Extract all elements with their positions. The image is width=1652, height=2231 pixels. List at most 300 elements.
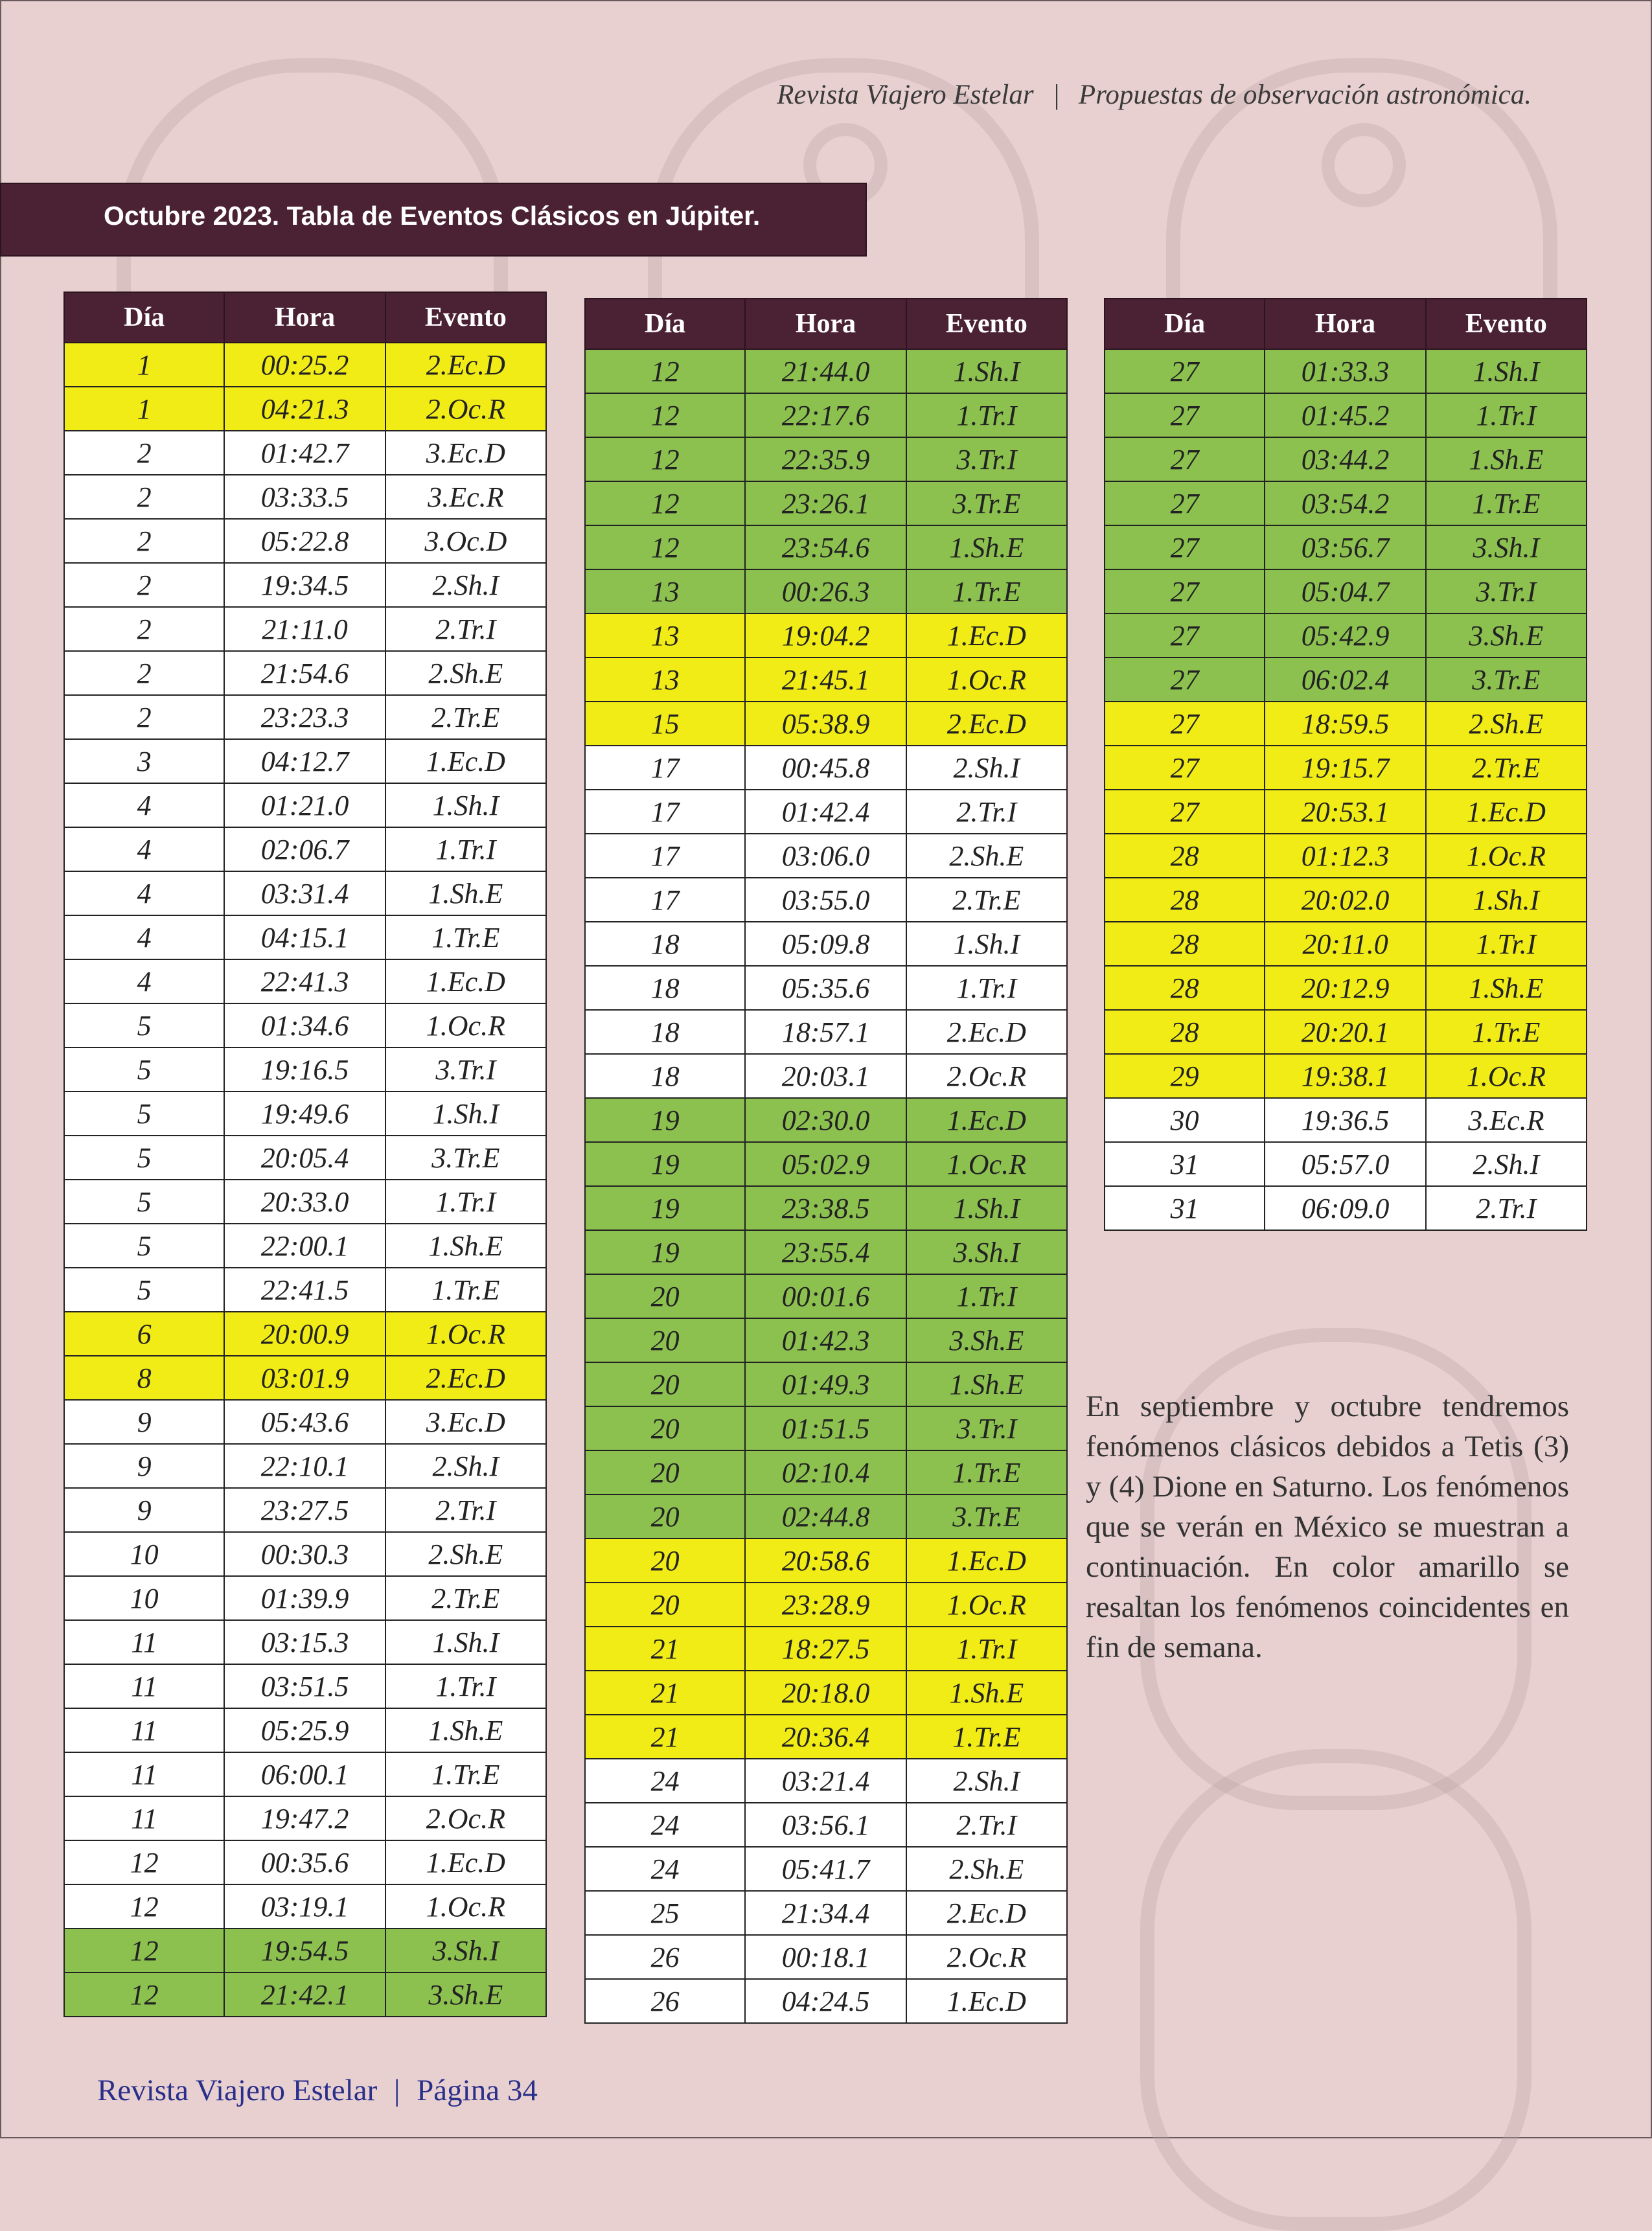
- table-row: [64, 1312, 546, 1356]
- cell-dia: 4: [64, 915, 224, 959]
- cell-evento: 2.Tr.I: [906, 1803, 1067, 1847]
- cell-evento: 1.Ec.D: [906, 1979, 1067, 2023]
- table-row: [585, 437, 1067, 481]
- cell-dia: 12: [585, 393, 745, 437]
- cell-evento: 1.Tr.I: [1426, 922, 1587, 966]
- cell-hora: 03:56.7: [1265, 525, 1425, 569]
- cell-evento: 2.Tr.I: [385, 1488, 546, 1532]
- table-row: [585, 966, 1067, 1010]
- cell-hora: 01:12.3: [1265, 834, 1425, 878]
- cell-evento: 2.Sh.E: [1426, 702, 1587, 746]
- cell-dia: 2: [64, 695, 224, 739]
- cell-hora: 05:38.9: [745, 702, 906, 746]
- cell-hora: 05:09.8: [745, 922, 906, 966]
- cell-dia: 5: [64, 1092, 224, 1136]
- cell-evento: 1.Sh.E: [906, 1362, 1067, 1406]
- cell-evento: 2.Sh.E: [385, 651, 546, 695]
- cell-hora: 20:11.0: [1265, 922, 1425, 966]
- cell-evento: 3.Tr.I: [906, 1406, 1067, 1450]
- cell-hora: 20:03.1: [745, 1054, 906, 1098]
- cell-dia: 28: [1105, 834, 1265, 878]
- table-row: [64, 871, 546, 915]
- table-row: [64, 607, 546, 651]
- cell-dia: 12: [64, 1928, 224, 1973]
- cell-hora: 20:12.9: [1265, 966, 1425, 1010]
- cell-evento: 2.Sh.I: [906, 1759, 1067, 1803]
- cell-dia: 5: [64, 1047, 224, 1092]
- cell-evento: 2.Oc.R: [385, 1796, 546, 1840]
- cell-hora: 20:53.1: [1265, 790, 1425, 834]
- cell-dia: 2: [64, 607, 224, 651]
- cell-dia: 5: [64, 1180, 224, 1224]
- cell-hora: 19:36.5: [1265, 1098, 1425, 1142]
- cell-hora: 22:41.3: [224, 959, 385, 1003]
- cell-dia: 4: [64, 827, 224, 871]
- cell-dia: 28: [1105, 1010, 1265, 1054]
- cell-hora: 23:27.5: [224, 1488, 385, 1532]
- cell-dia: 3: [64, 739, 224, 783]
- cell-hora: 04:15.1: [224, 915, 385, 959]
- cell-hora: 23:23.3: [224, 695, 385, 739]
- cell-evento: 1.Tr.I: [1426, 393, 1587, 437]
- cell-hora: 05:22.8: [224, 519, 385, 563]
- cell-dia: 21: [585, 1715, 745, 1759]
- table-row: [585, 1406, 1067, 1450]
- cell-dia: 18: [585, 1054, 745, 1098]
- cell-dia: 2: [64, 519, 224, 563]
- table-row: [64, 1664, 546, 1708]
- cell-hora: 23:54.6: [745, 525, 906, 569]
- cell-hora: 04:21.3: [224, 387, 385, 431]
- table-row: [585, 1186, 1067, 1230]
- cell-hora: 20:33.0: [224, 1180, 385, 1224]
- table-row: [585, 1847, 1067, 1891]
- cell-hora: 00:45.8: [745, 746, 906, 790]
- watermark-binoculars-bottom-right: [1140, 1749, 1532, 2231]
- cell-dia: 24: [585, 1847, 745, 1891]
- table-row: [64, 431, 546, 475]
- table-row: [64, 695, 546, 739]
- cell-dia: 12: [585, 349, 745, 393]
- cell-evento: 3.Tr.E: [1426, 658, 1587, 702]
- cell-evento: 1.Oc.R: [906, 1583, 1067, 1627]
- cell-dia: 27: [1105, 746, 1265, 790]
- events-table-2: [584, 298, 1068, 2024]
- table-row: [585, 1759, 1067, 1803]
- table-row: [64, 1092, 546, 1136]
- cell-dia: 27: [1105, 349, 1265, 393]
- cell-dia: 10: [64, 1576, 224, 1620]
- cell-dia: 12: [585, 437, 745, 481]
- cell-hora: 22:17.6: [745, 393, 906, 437]
- cell-hora: 21:42.1: [224, 1973, 385, 2017]
- cell-hora: 05:41.7: [745, 1847, 906, 1891]
- table-row: [1105, 437, 1587, 481]
- cell-dia: 27: [1105, 393, 1265, 437]
- cell-hora: 19:47.2: [224, 1796, 385, 1840]
- cell-evento: 1.Sh.I: [906, 1186, 1067, 1230]
- table-row: [585, 1671, 1067, 1715]
- table-row: [1105, 790, 1587, 834]
- cell-evento: 1.Tr.I: [385, 1180, 546, 1224]
- cell-evento: 3.Tr.E: [906, 481, 1067, 525]
- cell-dia: 13: [585, 658, 745, 702]
- cell-hora: 00:18.1: [745, 1935, 906, 1979]
- table-row: [585, 1715, 1067, 1759]
- cell-evento: 1.Tr.E: [906, 1715, 1067, 1759]
- cell-evento: 1.Oc.R: [385, 1312, 546, 1356]
- cell-evento: 1.Sh.I: [1426, 349, 1587, 393]
- table-row: [64, 1928, 546, 1973]
- cell-dia: 9: [64, 1400, 224, 1444]
- cell-dia: 2: [64, 563, 224, 607]
- table-row: [64, 519, 546, 563]
- cell-evento: 1.Sh.E: [385, 1224, 546, 1268]
- table-row: [64, 1576, 546, 1620]
- col-evento-header: Evento: [385, 292, 546, 343]
- table-row: [64, 651, 546, 695]
- table-row: [64, 1356, 546, 1400]
- cell-hora: 19:49.6: [224, 1092, 385, 1136]
- table-row: [64, 1136, 546, 1180]
- cell-hora: 22:41.5: [224, 1268, 385, 1312]
- cell-hora: 01:51.5: [745, 1406, 906, 1450]
- cell-dia: 29: [1105, 1054, 1265, 1098]
- page-title: Octubre 2023. Tabla de Eventos Clásicos en Júpiter.: [104, 201, 761, 231]
- cell-hora: 02:06.7: [224, 827, 385, 871]
- cell-hora: 19:38.1: [1265, 1054, 1425, 1098]
- cell-hora: 03:21.4: [745, 1759, 906, 1803]
- cell-hora: 01:42.7: [224, 431, 385, 475]
- cell-dia: 5: [64, 1268, 224, 1312]
- header-magazine: Revista Viajero Estelar: [777, 80, 1034, 110]
- cell-dia: 26: [585, 1979, 745, 2023]
- cell-evento: 3.Ec.R: [385, 475, 546, 519]
- table-row: [64, 1488, 546, 1532]
- cell-evento: 1.Oc.R: [1426, 1054, 1587, 1098]
- cell-hora: 03:44.2: [1265, 437, 1425, 481]
- cell-hora: 00:35.6: [224, 1840, 385, 1884]
- table-row: [64, 959, 546, 1003]
- table-row: [64, 475, 546, 519]
- table-row: [1105, 1010, 1587, 1054]
- cell-hora: 20:36.4: [745, 1715, 906, 1759]
- cell-dia: 5: [64, 1003, 224, 1047]
- cell-evento: 1.Tr.I: [906, 393, 1067, 437]
- col-hora-header: Hora: [1265, 299, 1425, 349]
- cell-hora: 01:45.2: [1265, 393, 1425, 437]
- table-row: [585, 1318, 1067, 1362]
- table-row: [585, 1627, 1067, 1671]
- cell-dia: 20: [585, 1406, 745, 1450]
- cell-dia: 24: [585, 1759, 745, 1803]
- table-row: [585, 1098, 1067, 1142]
- table-row: [64, 563, 546, 607]
- cell-evento: 3.Sh.E: [1426, 613, 1587, 658]
- table-row: [1105, 878, 1587, 922]
- col-dia-header: Día: [1105, 299, 1265, 349]
- cell-dia: 6: [64, 1312, 224, 1356]
- side-paragraph: En septiembre y octubre tendremos fenómenos clásicos debidos a Tetis (3) y (4) Dione en Saturno. Los fenómenos que se verán en México se muestran a continuación. En color amarillo se resaltan los fenómenos coincidentes en fin de semana.: [1086, 1390, 1569, 1664]
- col-dia-header: Día: [585, 299, 745, 349]
- cell-evento: 1.Tr.I: [906, 1274, 1067, 1318]
- cell-evento: 1.Tr.E: [385, 1752, 546, 1796]
- cell-dia: 4: [64, 871, 224, 915]
- cell-evento: 2.Ec.D: [385, 1356, 546, 1400]
- cell-dia: 17: [585, 834, 745, 878]
- cell-dia: 27: [1105, 702, 1265, 746]
- cell-dia: 20: [585, 1583, 745, 1627]
- table-row: [64, 915, 546, 959]
- cell-hora: 05:04.7: [1265, 569, 1425, 613]
- cell-evento: 1.Ec.D: [906, 1098, 1067, 1142]
- cell-dia: 17: [585, 878, 745, 922]
- cell-hora: 03:51.5: [224, 1664, 385, 1708]
- cell-evento: 2.Tr.I: [906, 790, 1067, 834]
- cell-hora: 03:31.4: [224, 871, 385, 915]
- col-dia-header: Día: [64, 292, 224, 343]
- cell-dia: 20: [585, 1450, 745, 1494]
- table-row: [585, 702, 1067, 746]
- cell-evento: 2.Oc.R: [385, 387, 546, 431]
- cell-hora: 19:15.7: [1265, 746, 1425, 790]
- cell-evento: 1.Ec.D: [906, 1539, 1067, 1583]
- cell-dia: 20: [585, 1318, 745, 1362]
- cell-dia: 10: [64, 1532, 224, 1576]
- table-row: [1105, 569, 1587, 613]
- cell-hora: 05:57.0: [1265, 1142, 1425, 1186]
- cell-dia: 4: [64, 959, 224, 1003]
- table-row: [585, 1274, 1067, 1318]
- cell-evento: 1.Ec.D: [385, 739, 546, 783]
- cell-dia: 11: [64, 1796, 224, 1840]
- table-row: [585, 1010, 1067, 1054]
- cell-dia: 2: [64, 431, 224, 475]
- cell-dia: 12: [64, 1840, 224, 1884]
- cell-hora: 19:04.2: [745, 613, 906, 658]
- table-row: [585, 1362, 1067, 1406]
- footer-magazine: Revista Viajero Estelar: [97, 2074, 378, 2107]
- cell-evento: 2.Oc.R: [906, 1054, 1067, 1098]
- cell-dia: 8: [64, 1356, 224, 1400]
- cell-dia: 31: [1105, 1186, 1265, 1230]
- table-row: [585, 1230, 1067, 1274]
- cell-hora: 19:34.5: [224, 563, 385, 607]
- table-row: [585, 1494, 1067, 1539]
- table-header-row: [1105, 299, 1587, 349]
- cell-dia: 21: [585, 1627, 745, 1671]
- table-row: [585, 613, 1067, 658]
- cell-hora: 20:00.9: [224, 1312, 385, 1356]
- table-row: [64, 1796, 546, 1840]
- cell-hora: 20:05.4: [224, 1136, 385, 1180]
- header-section: Propuestas de observación astronómica.: [1078, 80, 1532, 110]
- table-row: [1105, 746, 1587, 790]
- cell-dia: 5: [64, 1224, 224, 1268]
- cell-evento: 1.Sh.E: [906, 1671, 1067, 1715]
- table-row: [585, 834, 1067, 878]
- cell-dia: 12: [585, 525, 745, 569]
- table-row: [585, 746, 1067, 790]
- cell-dia: 21: [585, 1671, 745, 1715]
- table-row: [1105, 613, 1587, 658]
- cell-dia: 28: [1105, 878, 1265, 922]
- table-row: [1105, 922, 1587, 966]
- cell-hora: 03:15.3: [224, 1620, 385, 1664]
- cell-dia: 27: [1105, 658, 1265, 702]
- table-row: [585, 1979, 1067, 2023]
- cell-hora: 02:10.4: [745, 1450, 906, 1494]
- cell-evento: 3.Tr.I: [906, 437, 1067, 481]
- cell-dia: 2: [64, 475, 224, 519]
- cell-hora: 18:59.5: [1265, 702, 1425, 746]
- cell-hora: 21:34.4: [745, 1891, 906, 1935]
- cell-evento: 3.Oc.D: [385, 519, 546, 563]
- cell-dia: 18: [585, 922, 745, 966]
- cell-hora: 21:45.1: [745, 658, 906, 702]
- cell-evento: 1.Ec.D: [385, 1840, 546, 1884]
- table-row: [64, 387, 546, 431]
- cell-dia: 13: [585, 613, 745, 658]
- table-row: [585, 790, 1067, 834]
- title-banner: [0, 183, 867, 257]
- cell-hora: 20:02.0: [1265, 878, 1425, 922]
- cell-hora: 03:54.2: [1265, 481, 1425, 525]
- cell-evento: 1.Tr.E: [1426, 481, 1587, 525]
- table-row: [585, 1583, 1067, 1627]
- cell-evento: 3.Ec.D: [385, 1400, 546, 1444]
- cell-evento: 2.Tr.E: [385, 1576, 546, 1620]
- cell-evento: 1.Sh.E: [385, 871, 546, 915]
- cell-dia: 11: [64, 1708, 224, 1752]
- table-row: [585, 481, 1067, 525]
- cell-evento: 1.Tr.E: [385, 915, 546, 959]
- table-row: [1105, 1186, 1587, 1230]
- cell-hora: 20:20.1: [1265, 1010, 1425, 1054]
- table-row: [64, 1047, 546, 1092]
- cell-evento: 2.Tr.E: [385, 695, 546, 739]
- cell-evento: 2.Sh.E: [906, 834, 1067, 878]
- cell-dia: 17: [585, 790, 745, 834]
- table-row: [64, 1400, 546, 1444]
- cell-dia: 11: [64, 1664, 224, 1708]
- cell-dia: 20: [585, 1494, 745, 1539]
- table-row: [64, 1752, 546, 1796]
- table-row: [585, 922, 1067, 966]
- cell-hora: 22:00.1: [224, 1224, 385, 1268]
- cell-evento: 2.Ec.D: [906, 1891, 1067, 1935]
- table-row: [585, 1935, 1067, 1979]
- cell-evento: 1.Sh.E: [1426, 966, 1587, 1010]
- table-row: [585, 393, 1067, 437]
- table-row: [1105, 658, 1587, 702]
- cell-evento: 1.Oc.R: [906, 658, 1067, 702]
- cell-dia: 12: [64, 1973, 224, 2017]
- page-footer: [97, 2073, 538, 2108]
- watermark-lens: [1322, 123, 1406, 207]
- cell-dia: 18: [585, 1010, 745, 1054]
- table-row: [585, 1450, 1067, 1494]
- table-row: [64, 1003, 546, 1047]
- cell-evento: 1.Oc.R: [906, 1142, 1067, 1186]
- table-row: [64, 1180, 546, 1224]
- table-row: [64, 1973, 546, 2017]
- table-row: [1105, 393, 1587, 437]
- table-row: [585, 349, 1067, 393]
- table-row: [1105, 1054, 1587, 1098]
- table-row: [64, 1840, 546, 1884]
- cell-hora: 05:25.9: [224, 1708, 385, 1752]
- table-row: [64, 1268, 546, 1312]
- table-row: [585, 658, 1067, 702]
- table-row: [64, 1708, 546, 1752]
- table-row: [1105, 525, 1587, 569]
- table-row: [1105, 1098, 1587, 1142]
- cell-evento: 1.Tr.I: [906, 1627, 1067, 1671]
- table-row: [585, 1539, 1067, 1583]
- running-header: [777, 79, 1532, 111]
- table-header-row: [64, 292, 546, 343]
- table-row: [64, 1532, 546, 1576]
- cell-evento: 3.Sh.I: [385, 1928, 546, 1973]
- cell-hora: 19:16.5: [224, 1047, 385, 1092]
- cell-dia: 19: [585, 1142, 745, 1186]
- cell-evento: 3.Sh.I: [1426, 525, 1587, 569]
- cell-hora: 02:30.0: [745, 1098, 906, 1142]
- cell-evento: 1.Ec.D: [906, 613, 1067, 658]
- table-header-row: [585, 299, 1067, 349]
- cell-evento: 2.Oc.R: [906, 1935, 1067, 1979]
- cell-dia: 12: [64, 1884, 224, 1928]
- events-table-1: [63, 292, 547, 2017]
- cell-dia: 13: [585, 569, 745, 613]
- cell-evento: 1.Tr.I: [906, 966, 1067, 1010]
- table-row: [1105, 966, 1587, 1010]
- table-row: [585, 569, 1067, 613]
- cell-hora: 01:42.3: [745, 1318, 906, 1362]
- cell-hora: 03:33.5: [224, 475, 385, 519]
- cell-hora: 00:25.2: [224, 343, 385, 387]
- cell-hora: 06:02.4: [1265, 658, 1425, 702]
- cell-hora: 18:57.1: [745, 1010, 906, 1054]
- cell-evento: 2.Sh.E: [906, 1847, 1067, 1891]
- table-row: [585, 1891, 1067, 1935]
- cell-evento: 3.Sh.E: [385, 1973, 546, 2017]
- cell-evento: 1.Sh.E: [385, 1708, 546, 1752]
- cell-hora: 20:18.0: [745, 1671, 906, 1715]
- cell-hora: 20:58.6: [745, 1539, 906, 1583]
- table-row: [585, 1803, 1067, 1847]
- cell-evento: 3.Tr.E: [906, 1494, 1067, 1539]
- cell-dia: 26: [585, 1935, 745, 1979]
- table-row: [585, 1142, 1067, 1186]
- cell-hora: 03:56.1: [745, 1803, 906, 1847]
- cell-hora: 02:44.8: [745, 1494, 906, 1539]
- cell-hora: 23:28.9: [745, 1583, 906, 1627]
- cell-evento: 2.Sh.E: [385, 1532, 546, 1576]
- col-hora-header: Hora: [745, 299, 906, 349]
- cell-dia: 11: [64, 1752, 224, 1796]
- table-row: [64, 343, 546, 387]
- table-row: [585, 878, 1067, 922]
- header-separator: |: [1052, 80, 1061, 110]
- cell-dia: 12: [585, 481, 745, 525]
- cell-dia: 18: [585, 966, 745, 1010]
- cell-hora: 21:44.0: [745, 349, 906, 393]
- cell-evento: 2.Sh.I: [1426, 1142, 1587, 1186]
- cell-evento: 1.Tr.E: [385, 1268, 546, 1312]
- cell-dia: 28: [1105, 966, 1265, 1010]
